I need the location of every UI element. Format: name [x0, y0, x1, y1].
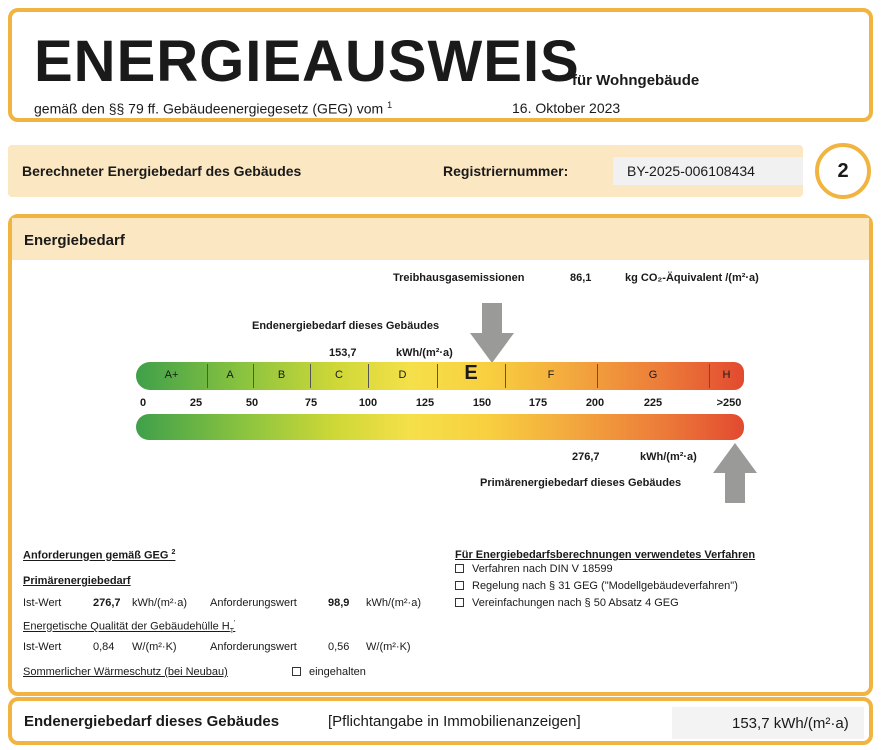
- end-energy-unit: kWh/(m²·a): [396, 347, 453, 359]
- end-energy-value: 153,7: [329, 347, 357, 359]
- envelope-heading: Energetische Qualität der Gebäudehülle $H_T'$: [23, 620, 236, 635]
- energy-class-a: A: [226, 369, 234, 381]
- energy-class-e: E: [464, 362, 478, 384]
- scale-tick-label: 200: [585, 397, 605, 409]
- scale-tick-label: 175: [528, 397, 548, 409]
- primary-anf-label: Anforderungswert: [210, 597, 297, 609]
- procedure-option-3: Vereinfachungen nach § 50 Absatz 4 GEG: [455, 597, 679, 609]
- procedure-heading: Für Energiebedarfsberechnungen verwendetes Verfahren: [455, 549, 756, 561]
- primary-anf-value: 98,9: [328, 597, 350, 609]
- ghg-label: Treibhausgasemissionen: [393, 272, 525, 284]
- ghg-unit: kg CO₂-Äquivalent /(m²·a): [625, 272, 759, 284]
- primary-ist-unit: kWh/(m²·a): [132, 597, 187, 609]
- primary-req-heading: Primärenergiebedarf: [23, 575, 131, 587]
- procedure-option-2: Regelung nach § 31 GEG ("Modellgebäudeverfahren"): [455, 580, 738, 592]
- envelope-ist-unit: W/(m²·K): [132, 641, 177, 653]
- section-header: [12, 218, 869, 260]
- envelope-anf-value: 0,56: [328, 641, 350, 653]
- energy-class-d: D: [398, 369, 407, 381]
- footer-box: [8, 697, 873, 745]
- footer-note: [Pflichtangabe in Immobilienanzeigen]: [328, 713, 581, 730]
- scale-tick-label: 225: [643, 397, 663, 409]
- registration-bar: [8, 145, 803, 197]
- energy-class-h: H: [722, 369, 731, 381]
- ghg-value: 86,1: [570, 272, 592, 284]
- header-box: [8, 8, 873, 122]
- envelope-ist-label: Ist-Wert: [23, 641, 62, 653]
- primary-energy-unit: kWh/(m²·a): [640, 451, 697, 463]
- registration-number: BY-2025-006108434: [613, 157, 803, 185]
- envelope-anf-label: Anforderungswert: [210, 641, 297, 653]
- energy-class-f: F: [547, 369, 555, 381]
- summer-checkbox[interactable]: [292, 667, 301, 676]
- primary-ist-value: 276,7: [93, 597, 121, 609]
- energy-class-a-plus: A+: [164, 369, 179, 381]
- summer-checkbox-row: eingehalten: [292, 666, 366, 678]
- energy-class-b: B: [277, 369, 286, 381]
- energy-class-g: G: [648, 369, 658, 381]
- scale-tick-label: 75: [304, 397, 318, 409]
- calc-label: Berechneter Energiebedarf des Gebäudes: [22, 163, 302, 179]
- requirements-heading: Anforderungen gemäß GEG $^2$: [23, 549, 176, 562]
- primary-ist-label: Ist-Wert: [23, 597, 62, 609]
- procedure-option-1: Verfahren nach DIN V 18599: [455, 563, 613, 575]
- energy-class-c: C: [335, 369, 343, 381]
- envelope-anf-unit: W/(m²·K): [366, 641, 411, 653]
- legal-date: 16. Oktober 2023: [512, 100, 621, 116]
- scale-tick-label: >250: [716, 397, 742, 409]
- class-divider: [597, 364, 598, 388]
- primary-energy-arrow-icon: [713, 443, 757, 503]
- summer-heading: Sommerlicher Wärmeschutz (bei Neubau): [23, 666, 228, 678]
- class-divider: [505, 364, 506, 388]
- procedure-checkbox-3[interactable]: [455, 598, 464, 607]
- primary-anf-unit: kWh/(m²·a): [366, 597, 421, 609]
- section-title: Energiebedarf: [24, 232, 125, 249]
- scale-tick-label: 25: [189, 397, 203, 409]
- scale-tick-label: 0: [139, 397, 147, 409]
- footer-title: Endenergiebedarf dieses Gebäudes: [24, 713, 280, 730]
- procedure-checkbox-2[interactable]: [455, 581, 464, 590]
- class-divider: [310, 364, 311, 388]
- class-divider: [709, 364, 710, 388]
- end-energy-arrow-icon: [470, 303, 514, 363]
- class-divider: [368, 364, 369, 388]
- registration-label: Registriernummer:: [443, 163, 569, 179]
- primary-energy-value: 276,7: [572, 451, 600, 463]
- scale-tick-label: 125: [415, 397, 435, 409]
- end-energy-label: Endenergiebedarf dieses Gebäudes: [252, 320, 440, 332]
- footer-value: 153,7 kWh/(m²·a): [672, 707, 864, 739]
- class-divider: [207, 364, 208, 388]
- envelope-ist-value: 0,84: [93, 641, 115, 653]
- primary-energy-label: Primärenergiebedarf dieses Gebäudes: [480, 477, 682, 489]
- page-number-badge: 2: [815, 143, 871, 199]
- document-title: ENERGIEAUSWEIS: [34, 29, 580, 94]
- legal-basis: gemäß den §§ 79 ff. Gebäudeenergiegesetz (GEG) vom $^1$: [34, 100, 393, 117]
- scale-tick-label: 50: [245, 397, 259, 409]
- class-divider: [437, 364, 438, 388]
- primary-energy-bar: [136, 414, 744, 440]
- class-divider: [253, 364, 254, 388]
- scale-tick-label: 150: [472, 397, 492, 409]
- procedure-checkbox-1[interactable]: [455, 564, 464, 573]
- scale-tick-label: 100: [358, 397, 378, 409]
- document-subtitle: für Wohngebäude: [572, 72, 700, 89]
